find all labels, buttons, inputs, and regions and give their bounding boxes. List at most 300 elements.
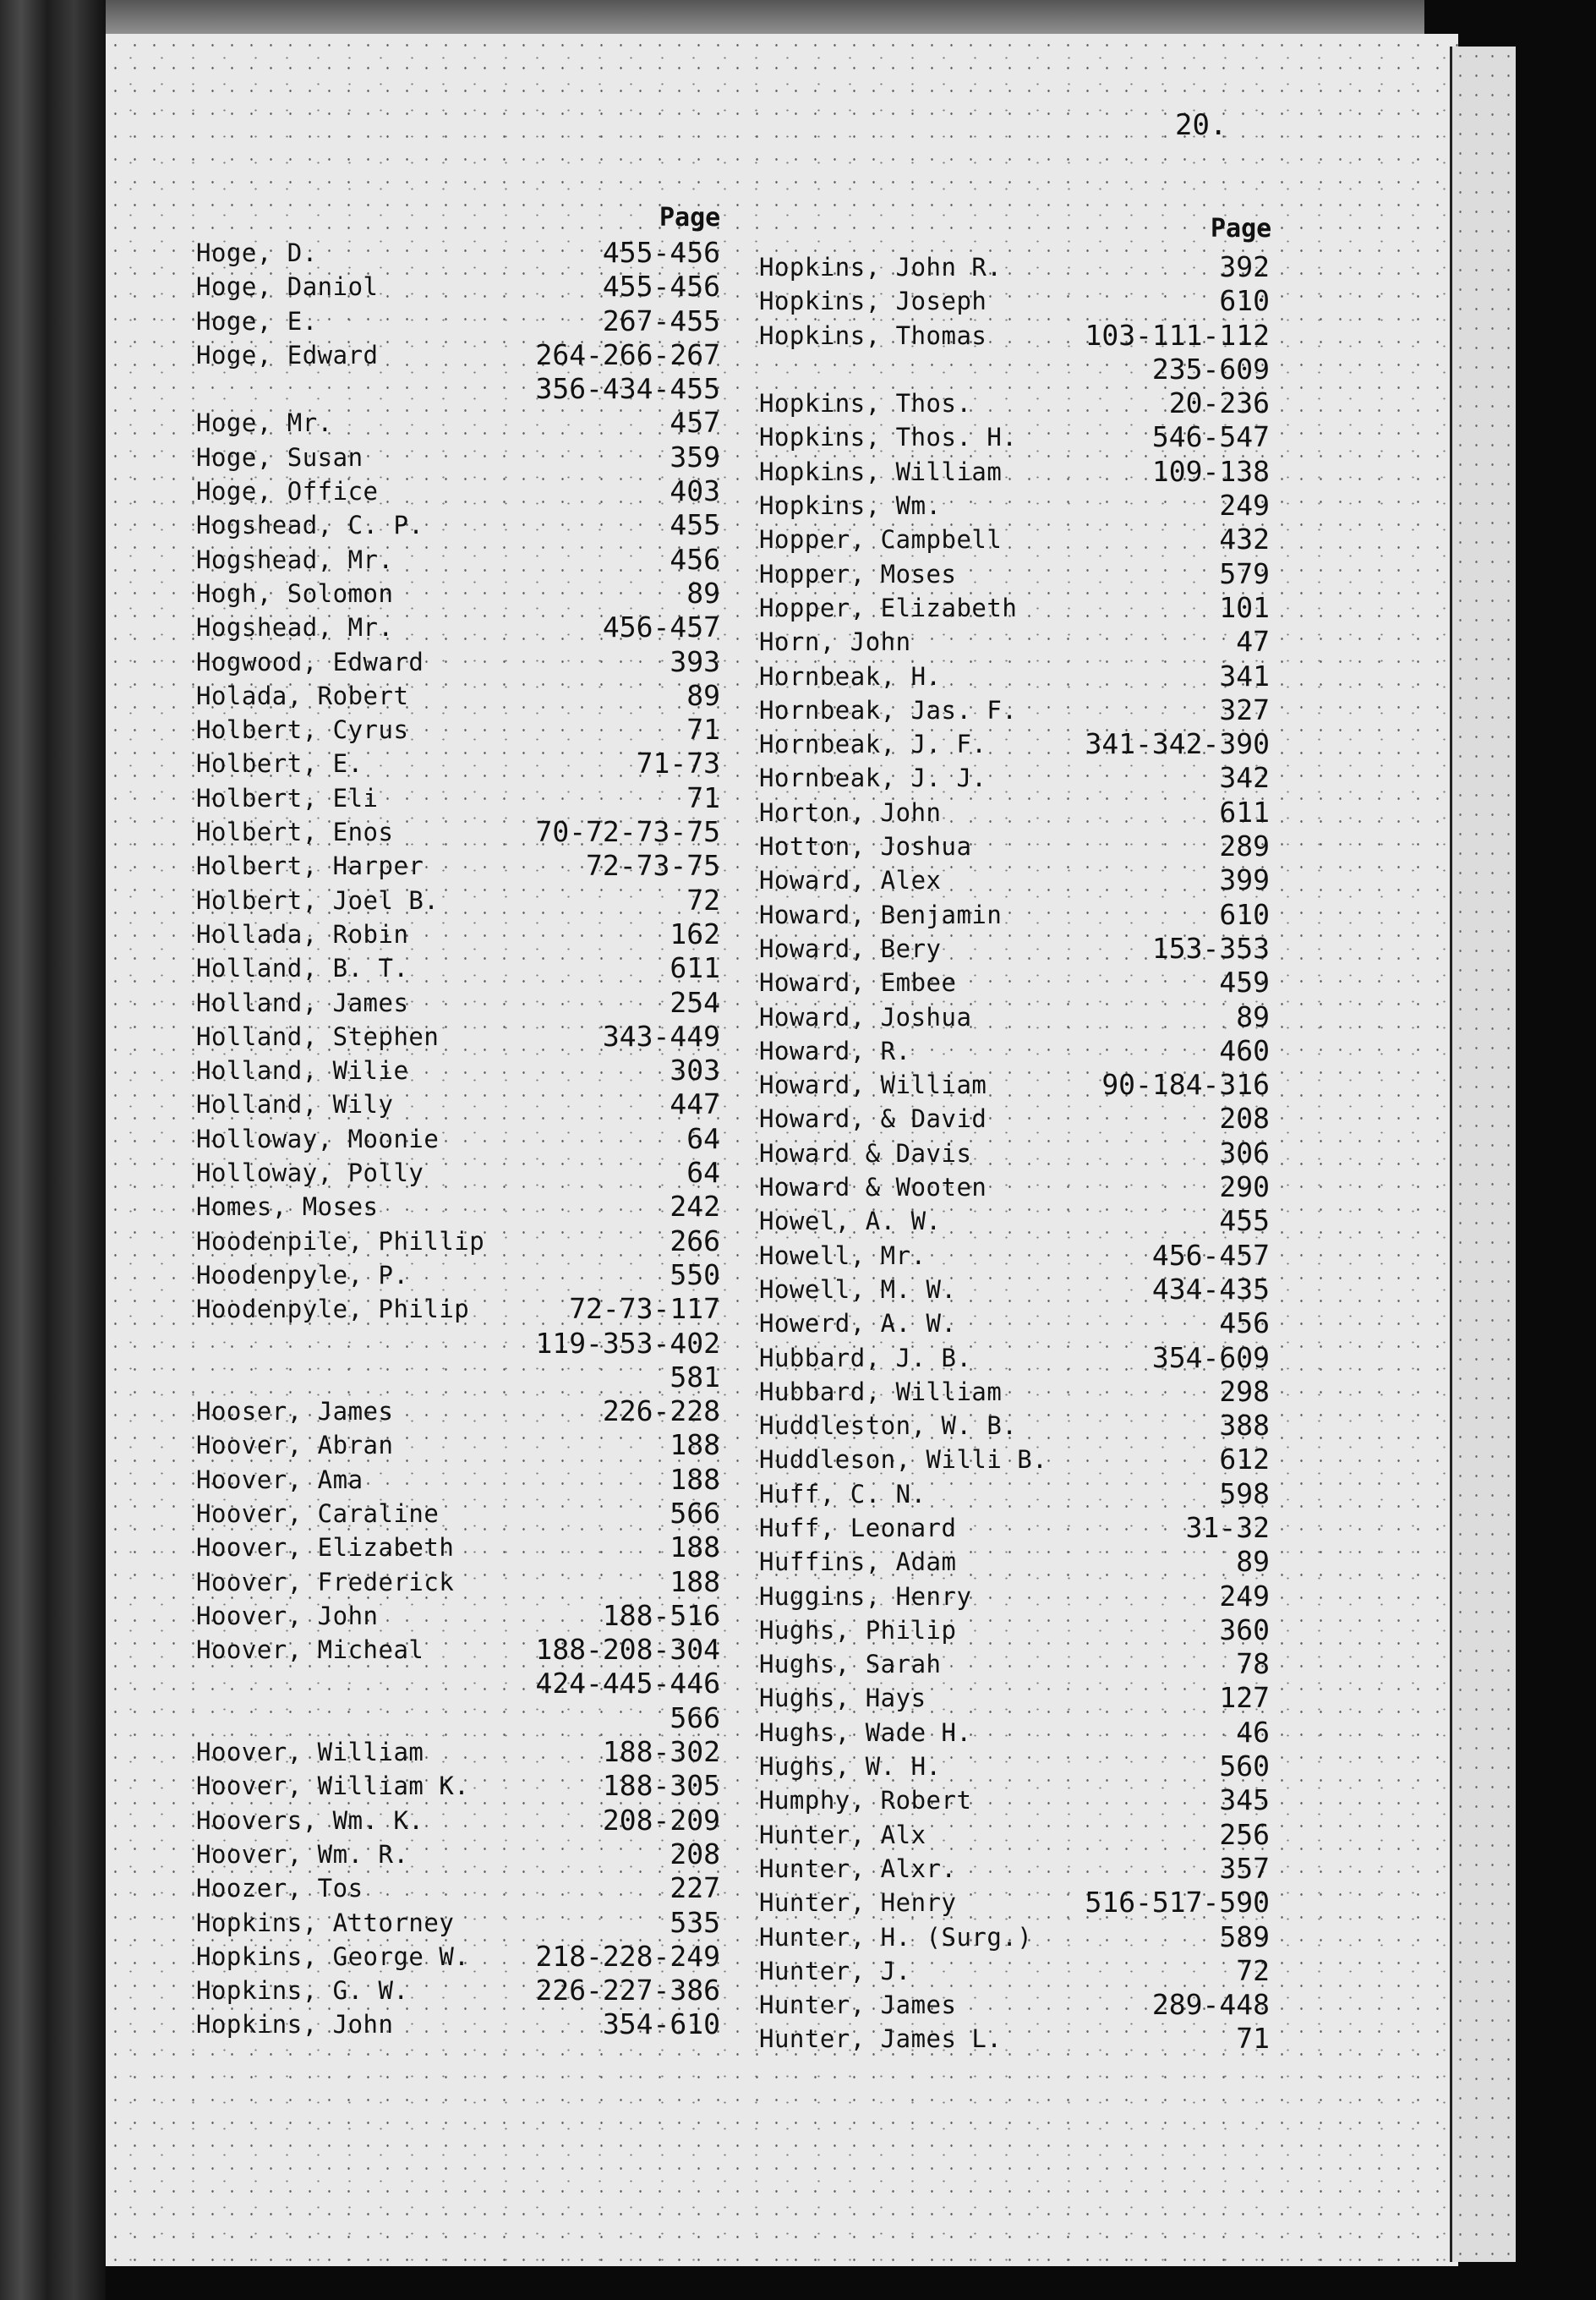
entry-name: Howard, Alex — [759, 866, 942, 895]
entry-name: Holbert, Joel B. — [196, 885, 440, 915]
entry-page: 188 — [670, 1564, 720, 1598]
entry-page: 109-138 — [1151, 454, 1270, 488]
entry-page: 71 — [1236, 2022, 1270, 2056]
entry-page: 341-342-390 — [1085, 727, 1270, 761]
entry-page: 242 — [670, 1190, 720, 1224]
index-entry — [759, 932, 1270, 966]
entry-page: 208 — [670, 1837, 720, 1870]
entry-page: 249 — [1219, 1579, 1270, 1613]
entry-name: Hornbeak, J. F. — [759, 730, 987, 759]
entry-page: 611 — [670, 951, 720, 985]
index-entry — [196, 1871, 720, 1905]
index-entry — [759, 1920, 1270, 1954]
entry-name: Hoozer, Tos — [196, 1874, 363, 1903]
entry-page: 188-516 — [602, 1598, 720, 1632]
right-page-edge — [1450, 47, 1516, 2262]
index-entry — [196, 1156, 720, 1190]
index-entry — [196, 372, 720, 406]
index-entry — [759, 761, 1270, 795]
right-column — [759, 250, 1270, 2056]
entry-name: Howard, Embee — [759, 968, 957, 998]
entry-page: 153-353 — [1151, 931, 1270, 965]
entry-name: Hoodenpyle, P. — [196, 1260, 409, 1290]
index-entry — [196, 815, 720, 849]
entry-page: 589 — [1219, 1919, 1270, 1953]
entry-page: 447 — [670, 1087, 720, 1121]
index-entry — [196, 1701, 720, 1735]
entry-name: Hopper, Moses — [759, 559, 957, 589]
entry-page: 610 — [1219, 284, 1270, 318]
index-entry — [759, 693, 1270, 727]
entry-page: 78 — [1236, 1647, 1270, 1681]
entry-page: 455-456 — [602, 270, 720, 304]
entry-name: Hogshead, Mr. — [196, 613, 394, 643]
entry-page: 342 — [1219, 761, 1270, 795]
index-entry — [196, 645, 720, 679]
entry-name: Hopkins, Thos. H. — [759, 423, 1018, 452]
entry-name: Holbert, Enos — [196, 818, 394, 847]
index-entry — [759, 1102, 1270, 1136]
entry-name: Holbert, E. — [196, 749, 363, 779]
entry-page: 432 — [1219, 523, 1270, 556]
index-entry — [196, 1428, 720, 1462]
entry-name: Hughs, Sarah — [759, 1650, 942, 1679]
index-entry — [759, 319, 1270, 353]
entry-page: 357 — [1219, 1851, 1270, 1885]
entry-name: Hooser, James — [196, 1397, 394, 1427]
entry-name: Hubbard, William — [759, 1377, 1003, 1406]
entry-name: Hubbard, J. B. — [759, 1343, 972, 1372]
entry-name: Hoover, Micheal — [196, 1635, 424, 1665]
left-column-header: Page — [659, 203, 721, 233]
entry-page: 456-457 — [1151, 1238, 1270, 1272]
index-entry — [759, 1341, 1270, 1375]
entry-name: Holland, Wilie — [196, 1056, 409, 1086]
entry-name: Hopper, Campbell — [759, 525, 1003, 555]
entry-name: Hughs, Philip — [759, 1615, 957, 1645]
entry-name: Hogwood, Edward — [196, 647, 424, 676]
entry-name: Humphy, Robert — [759, 1786, 972, 1815]
entry-name: Hopkins, George W. — [196, 1941, 470, 1971]
entry-name: Homes, Moses — [196, 1192, 379, 1222]
entry-page: 101 — [1219, 590, 1270, 624]
entry-name: Hornbeak, H. — [759, 661, 942, 691]
entry-name: Horn, John — [759, 627, 911, 657]
entry-page: 188 — [670, 1531, 720, 1564]
entry-name: Howell, M. W. — [759, 1274, 957, 1304]
entry-name: Hoge, Office — [196, 477, 379, 507]
entry-page: 399 — [1219, 863, 1270, 897]
entry-page: 581 — [670, 1360, 720, 1394]
entry-page: 20-236 — [1168, 386, 1270, 420]
index-entry — [759, 625, 1270, 659]
entry-name: Howard, R. — [759, 1036, 911, 1065]
entry-page: 356-434-455 — [535, 372, 720, 406]
entry-page: 455 — [1219, 1204, 1270, 1238]
index-entry — [759, 386, 1270, 420]
entry-page: 72-73-117 — [569, 1292, 720, 1326]
index-entry — [196, 236, 720, 270]
entry-name: Holloway, Moonie — [196, 1124, 440, 1153]
entry-page: 71 — [686, 780, 720, 814]
left-column — [196, 236, 720, 2042]
entry-name: Howard & Wooten — [759, 1173, 987, 1202]
entry-name: Holbert, Harper — [196, 852, 424, 881]
entry-page: 550 — [670, 1257, 720, 1291]
entry-page: 89 — [686, 678, 720, 712]
entry-name: Hoover, Ama — [196, 1465, 363, 1494]
entry-page: 103-111-112 — [1085, 318, 1270, 352]
index-entry — [196, 884, 720, 917]
entry-name: Hughs, W. H. — [759, 1752, 942, 1782]
entry-page: 227 — [670, 1871, 720, 1905]
index-entry — [759, 727, 1270, 761]
entry-name: Huff, C. N. — [759, 1479, 926, 1509]
entry-name: Hollada, Robin — [196, 919, 409, 949]
index-entry — [759, 2022, 1270, 2056]
index-entry — [759, 489, 1270, 523]
index-entry — [759, 1170, 1270, 1204]
entry-name: Hunter, H. (Surg.) — [759, 1922, 1033, 1952]
index-entry — [196, 679, 720, 713]
index-entry — [759, 830, 1270, 863]
entry-name: Hoge, Daniol — [196, 272, 379, 302]
entry-name: Holbert, Eli — [196, 783, 379, 813]
entry-page: 359 — [670, 440, 720, 474]
entry-page: 254 — [670, 985, 720, 1019]
entry-page: 424-445-446 — [535, 1667, 720, 1700]
index-entry — [759, 591, 1270, 625]
index-entry — [759, 1239, 1270, 1273]
entry-name: Howard, William — [759, 1071, 987, 1100]
index-entry — [759, 1647, 1270, 1681]
entry-page: 579 — [1219, 556, 1270, 590]
entry-name: Hoover, Caraline — [196, 1498, 440, 1528]
entry-page: 566 — [670, 1496, 720, 1530]
entry-page: 64 — [686, 1121, 720, 1155]
entry-page: 393 — [670, 644, 720, 678]
index-entry — [759, 1306, 1270, 1340]
entry-name: Hoge, Mr. — [196, 408, 333, 438]
entry-page: 226-228 — [602, 1394, 720, 1428]
entry-name: Huggins, Henry — [759, 1581, 972, 1611]
entry-page: 459 — [1219, 966, 1270, 999]
entry-name: Holland, James — [196, 988, 409, 1017]
entry-page: 235-609 — [1151, 352, 1270, 386]
entry-page: 403 — [670, 474, 720, 508]
entry-name: Hopkins, Thomas — [759, 320, 987, 350]
entry-page: 456-457 — [602, 611, 720, 644]
entry-page: 388 — [1219, 1409, 1270, 1443]
index-entry — [196, 1054, 720, 1087]
right-column-header: Page — [1211, 214, 1272, 244]
index-entry — [759, 1136, 1270, 1170]
index-entry — [196, 1190, 720, 1224]
index-entry — [196, 543, 720, 577]
index-entry — [759, 1818, 1270, 1852]
index-entry — [196, 951, 720, 985]
entry-page: 303 — [670, 1054, 720, 1087]
entry-name: Hoge, E. — [196, 306, 318, 336]
entry-page: 546-547 — [1151, 420, 1270, 454]
index-entry — [759, 1204, 1270, 1238]
entry-page: 46 — [1236, 1715, 1270, 1749]
entry-name: Huffins, Adam — [759, 1547, 957, 1577]
index-entry — [759, 455, 1270, 489]
entry-page: 460 — [1219, 1033, 1270, 1067]
index-entry — [196, 1122, 720, 1156]
index-entry — [196, 1599, 720, 1633]
entry-page: 72 — [686, 883, 720, 917]
entry-page: 72 — [1236, 1953, 1270, 1987]
index-entry — [196, 1224, 720, 1258]
index-entry — [196, 986, 720, 1020]
entry-page: 256 — [1219, 1817, 1270, 1851]
entry-page: 457 — [670, 406, 720, 440]
entry-name: Hoge, Susan — [196, 442, 363, 472]
entry-name: Hoge, Edward — [196, 340, 379, 370]
index-entry — [196, 1804, 720, 1837]
entry-name: Huff, Leonard — [759, 1513, 957, 1542]
index-entry — [196, 474, 720, 508]
index-entry — [196, 1735, 720, 1769]
index-entry — [759, 1511, 1270, 1545]
index-entry — [759, 1068, 1270, 1102]
entry-page: 64 — [686, 1156, 720, 1190]
entry-page: 89 — [1236, 1545, 1270, 1579]
entry-name: Hopkins, Wm. — [759, 491, 942, 521]
entry-page: 188 — [670, 1428, 720, 1462]
index-entry — [196, 1769, 720, 1803]
entry-name: Hoover, Frederick — [196, 1567, 455, 1596]
index-entry — [759, 1034, 1270, 1068]
entry-name: Hopper, Elizabeth — [759, 593, 1018, 622]
entry-name: Hopkins, John R. — [759, 253, 1003, 282]
entry-name: Hopkins, William — [759, 457, 1003, 486]
entry-page: 90-184-316 — [1101, 1068, 1270, 1102]
entry-page: 535 — [670, 1905, 720, 1939]
index-entry — [196, 406, 720, 440]
index-entry — [196, 1497, 720, 1531]
index-entry — [759, 1852, 1270, 1886]
entry-page: 354-609 — [1151, 1340, 1270, 1374]
index-entry — [196, 1258, 720, 1292]
entry-name: Hornbeak, J. J. — [759, 764, 987, 793]
index-entry — [196, 1087, 720, 1121]
entry-page: 455 — [670, 508, 720, 542]
entry-page: 612 — [1219, 1443, 1270, 1476]
index-entry — [759, 1000, 1270, 1034]
index-entry — [759, 353, 1270, 386]
entry-page: 611 — [1219, 795, 1270, 829]
entry-name: Hunter, Alx — [759, 1820, 926, 1849]
entry-page: 343-449 — [602, 1019, 720, 1053]
entry-page: 266 — [670, 1224, 720, 1257]
entry-page: 264-266-267 — [535, 337, 720, 371]
entry-page: 119-353-402 — [535, 1326, 720, 1360]
entry-name: Holbert, Cyrus — [196, 715, 409, 745]
page-number: 20. — [1175, 108, 1227, 142]
index-entry — [196, 1565, 720, 1599]
entry-page: 188-302 — [602, 1735, 720, 1769]
entry-name: Howell, Mr. — [759, 1240, 926, 1270]
index-entry — [196, 1327, 720, 1361]
entry-page: 289 — [1219, 830, 1270, 863]
entry-name: Hunter, Henry — [759, 1888, 957, 1918]
entry-page: 71 — [686, 713, 720, 747]
entry-page: 566 — [670, 1700, 720, 1734]
index-entry — [759, 1580, 1270, 1613]
entry-page: 188-305 — [602, 1769, 720, 1803]
entry-name: Hunter, James — [759, 1991, 957, 2020]
index-entry — [759, 1477, 1270, 1511]
entry-page: 516-517-590 — [1085, 1886, 1270, 1919]
index-entry — [759, 863, 1270, 897]
index-entry — [196, 713, 720, 747]
entry-page: 290 — [1219, 1170, 1270, 1204]
entry-name: Hogshead, Mr. — [196, 545, 394, 574]
entry-name: Hopkins, Joseph — [759, 287, 987, 316]
index-entry — [759, 1988, 1270, 2022]
entry-page: 354-610 — [602, 2007, 720, 2041]
entry-name: Holland, Wily — [196, 1090, 394, 1120]
index-entry — [196, 1463, 720, 1497]
entry-page: 188-208-304 — [535, 1633, 720, 1667]
entry-name: Horton, John — [759, 797, 942, 827]
entry-name: Hunter, Alxr. — [759, 1854, 957, 1883]
entry-page: 218-228-249 — [535, 1939, 720, 1973]
entry-page: 392 — [1219, 250, 1270, 283]
entry-name: Holland, B. T. — [196, 954, 409, 983]
index-entry — [759, 1783, 1270, 1817]
index-entry — [196, 611, 720, 644]
entry-page: 47 — [1236, 625, 1270, 659]
index-entry — [759, 1750, 1270, 1783]
index-entry — [759, 898, 1270, 932]
entry-page: 267-455 — [602, 304, 720, 337]
entry-name: Hopkins, John — [196, 2010, 394, 2040]
entry-name: Howard, Bery — [759, 934, 942, 963]
index-entry — [759, 1443, 1270, 1476]
entry-name: Holloway, Polly — [196, 1158, 424, 1188]
index-entry — [196, 1292, 720, 1326]
entry-page: 598 — [1219, 1476, 1270, 1510]
entry-name: Hoover, Elizabeth — [196, 1533, 455, 1563]
entry-page: 70-72-73-75 — [535, 815, 720, 849]
entry-name: Hogshead, C. P. — [196, 511, 424, 540]
entry-page: 610 — [1219, 897, 1270, 931]
entry-page: 188 — [670, 1462, 720, 1496]
entry-page: 89 — [686, 576, 720, 610]
index-entry — [759, 284, 1270, 318]
entry-page: 341 — [1219, 659, 1270, 693]
index-entry — [759, 250, 1270, 284]
index-entry — [759, 523, 1270, 556]
index-entry — [196, 304, 720, 338]
entry-name: Hughs, Hays — [759, 1684, 926, 1713]
entry-name: Hoover, John — [196, 1601, 379, 1630]
entry-page: 31-32 — [1185, 1510, 1270, 1544]
index-entry — [759, 1954, 1270, 1988]
index-entry — [196, 1906, 720, 1940]
entry-page: 208-209 — [602, 1803, 720, 1837]
entry-page: 249 — [1219, 489, 1270, 523]
entry-page: 298 — [1219, 1374, 1270, 1408]
entry-name: Hunter, J. — [759, 1956, 911, 1985]
index-entry — [196, 781, 720, 815]
entry-page: 327 — [1219, 693, 1270, 726]
index-entry — [196, 270, 720, 304]
index-entry — [759, 420, 1270, 454]
index-entry — [196, 849, 720, 883]
index-entry — [759, 1681, 1270, 1715]
entry-page: 127 — [1219, 1681, 1270, 1715]
index-entry — [196, 1837, 720, 1871]
index-entry — [196, 1020, 720, 1054]
binding-edge — [0, 0, 106, 2300]
entry-name: Howard, & David — [759, 1104, 987, 1134]
entry-page: 208 — [1219, 1102, 1270, 1136]
entry-page: 345 — [1219, 1783, 1270, 1817]
entry-name: Holada, Robert — [196, 681, 409, 710]
entry-name: Howerd, A. W. — [759, 1309, 957, 1339]
index-entry — [196, 747, 720, 780]
index-entry — [759, 796, 1270, 830]
entry-name: Hoodenpile, Phillip — [196, 1226, 485, 1256]
entry-page: 434-435 — [1151, 1272, 1270, 1306]
index-entry — [196, 917, 720, 951]
entry-name: Hoover, William — [196, 1738, 424, 1767]
index-entry — [196, 441, 720, 474]
index-entry — [759, 660, 1270, 693]
entry-name: Hoovers, Wm. K. — [196, 1805, 424, 1835]
entry-name: Hogh, Solomon — [196, 578, 394, 608]
entry-page: 456 — [1219, 1306, 1270, 1340]
index-entry — [196, 1531, 720, 1564]
index-entry — [196, 338, 720, 372]
entry-name: Hoover, Abran — [196, 1431, 394, 1460]
entry-page: 456 — [670, 542, 720, 576]
entry-name: Huddleston, W. B. — [759, 1411, 1018, 1441]
entry-name: Hopkins, Attorney — [196, 1908, 455, 1937]
entry-page: 455-456 — [602, 236, 720, 269]
entry-page: 560 — [1219, 1750, 1270, 1783]
index-entry — [759, 1716, 1270, 1750]
index-entry — [196, 1361, 720, 1394]
entry-name: Hopkins, G. W. — [196, 1976, 409, 2006]
entry-page: 306 — [1219, 1136, 1270, 1169]
index-entry — [759, 557, 1270, 591]
index-entry — [196, 1940, 720, 1974]
entry-page: 360 — [1219, 1613, 1270, 1646]
entry-name: Howard, Benjamin — [759, 900, 1003, 929]
entry-name: Howard & Davis — [759, 1138, 972, 1168]
entry-page: 72-73-75 — [586, 849, 720, 883]
entry-page: 162 — [670, 917, 720, 950]
index-entry — [759, 1613, 1270, 1647]
entry-page: 226-227-386 — [535, 1974, 720, 2007]
entry-page: 289-448 — [1151, 1988, 1270, 2022]
index-entry — [196, 577, 720, 611]
index-entry — [196, 1633, 720, 1667]
entry-name: Hoodenpyle, Philip — [196, 1295, 470, 1324]
index-entry — [196, 508, 720, 542]
index-entry — [196, 1974, 720, 2007]
entry-name: Hoge, D. — [196, 238, 318, 267]
index-entry — [759, 966, 1270, 999]
entry-name: Hotton, Joshua — [759, 832, 972, 862]
entry-name: Huddleson, Willi B. — [759, 1445, 1048, 1475]
